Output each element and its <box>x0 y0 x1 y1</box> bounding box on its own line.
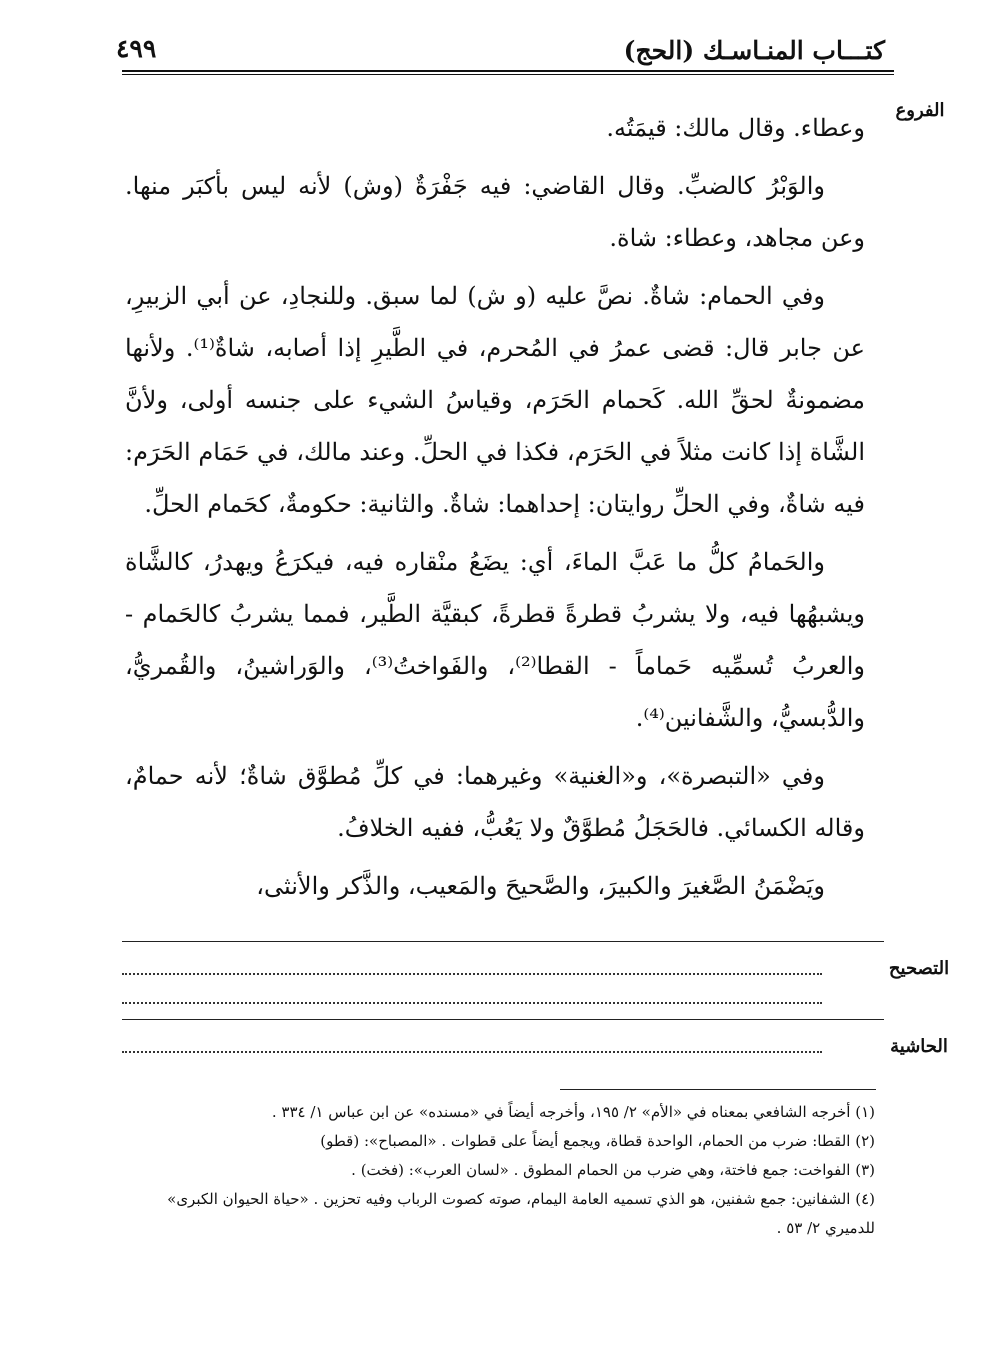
section-rule <box>122 941 884 942</box>
main-text <box>125 102 865 912</box>
paragraph: والوَبْرُ كالضبِّ. وقال القاضي: فيه جَفْرَةٌ (وش) لأنه ليس بأكبَر منها. وعن مجاهد، وعطاء: شاة. <box>125 172 865 252</box>
footnotes <box>113 1098 875 1243</box>
footnote: (١) أخرجه الشافعي بمعناه في «الأم» ٢/ ١٩٥، وأخرجه أيضاً في «مسنده» عن ابن عباس ١/ ٣٣٤ . <box>271 1103 875 1121</box>
paragraph: وعطاء. وقال مالك: قيمَتُه. <box>606 114 865 142</box>
section-rule <box>122 1019 884 1020</box>
correction-dotted-line <box>122 1002 822 1004</box>
footnote: (٤) الشفانين: جمع شفنين، هو الذي تسميه العامة اليمام، صوته كصوت الرباب وفيه تحزين . «حياة الحيوان الكبرى» للدميري ٢/ ٥٣ . <box>167 1190 875 1237</box>
margin-label-branches: الفروع <box>895 100 945 121</box>
paragraph: والحَمامُ كلُّ ما عَبَّ الماءَ، أي: يضَعُ منْقاره فيه، فيكرَعُ ويهدرُ، كالشَّاة ويشبهُها فيه، ولا يشربُ قطرةً قطرةً، كبقيَّة الطَّير، فمما يشربُ كالحَمام - والعربُ تُسمِّيه حَماماً - القطا⁽²⁾، والفَواختُ⁽³⁾، والوَراشينُ، والقُمريُّ، والدُّبسيُّ، والشَّفانين⁽⁴⁾. <box>125 548 866 732</box>
footnote: (٣) الفواخت: جمع فاختة، وهي ضرب من الحمام المطوق . «لسان العرب»: (فخت) . <box>351 1161 875 1179</box>
header-rule <box>122 70 894 75</box>
paragraph: وفي الحمام: شاةٌ. نصَّ عليه (و ش) لما سبق. وللنجادِ، عن أبي الزبيرِ، عن جابر قال: قضى عمرُ في المُحرم، في الطَّيرِ إذا أصابه، شاةٌ⁽¹⁾. ولأنها مضمونةٌ لحقِّ الله. كَحمام الحَرَم، وقياسُ الشيء على جنسه أولى، ولأنَّ الشَّاة إذا كانت مثلاً في الحَرَم، فكذا في الحلِّ. وعند مالك، في حَمَام الحَرَم: فيه شاةٌ، وفي الحلِّ روايتان: إحداهما: شاةٌ. والثانية: حكومةٌ، كحَمام الحلِّ. <box>125 282 866 518</box>
margin-label-correction: التصحيح <box>888 958 950 979</box>
paragraph: ويَضْمَنُ الصَّغيرَ والكبيرَ، والصَّحيحَ والمَعيب، والذَّكر والأنثى، <box>256 872 825 900</box>
footnote-separator <box>560 1089 876 1090</box>
page-number: ٤٩٩ <box>116 34 157 63</box>
footnote: (٢) القطا: ضرب من الحمام، الواحدة قطاة، ويجمع أيضاً على قطوات . «المصباح»: (قطو) <box>320 1132 875 1150</box>
correction-dotted-line <box>122 973 822 975</box>
gloss-dotted-line <box>122 1051 822 1053</box>
paragraph: وفي «التبصرة»، و«الغنية» وغيرهما: في كلِّ مُطوَّق شاةٌ؛ لأنه حمامٌ، وقاله الكسائي. فالحَجَلُ مُطوَّقٌ ولا يَعُبُّ، ففيه الخلافُ. <box>125 762 865 842</box>
book-title: كتـــاب المنـاسـك (الحج) <box>623 36 885 65</box>
margin-label-gloss: الحاشية <box>890 1036 948 1057</box>
